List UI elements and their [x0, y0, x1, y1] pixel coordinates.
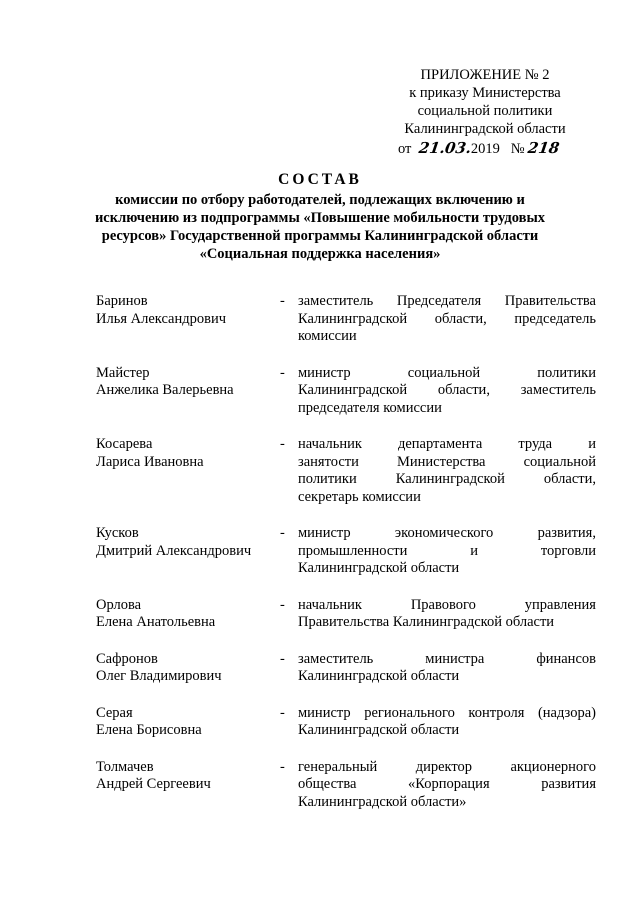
position-word: министр: [298, 364, 351, 381]
position-word: Калининградской: [395, 471, 505, 487]
member-dash: -: [280, 596, 285, 613]
position-word: министр: [298, 704, 351, 721]
position-word: комиссии: [298, 328, 357, 344]
position-word: и: [470, 542, 479, 559]
position-word: Председателя: [396, 293, 482, 309]
title-subtitle-line-1: комиссии по отбору работодателей, подлежащих включению и: [115, 192, 525, 208]
position-word: Калининградской: [298, 310, 408, 327]
position-word: заместитель: [520, 382, 596, 398]
position-word: развития,: [537, 525, 596, 541]
position-word: Правового: [410, 596, 476, 613]
member-surname: Серая: [96, 704, 133, 721]
member-position: [298, 525, 596, 578]
position-word: экономического: [394, 525, 494, 541]
position-word: промышленности: [298, 542, 408, 559]
position-line: [298, 543, 596, 561]
appendix-title: ПРИЛОЖЕНИЕ № 2: [420, 67, 550, 83]
handwritten-order-number: 218: [526, 139, 561, 157]
position-word: секретарь комиссии: [298, 488, 421, 505]
commission-member-list: [96, 293, 596, 811]
member-given-names: Дмитрий Александрович: [96, 542, 252, 559]
member-given-names: Илья Александрович: [96, 310, 227, 327]
member-dash: -: [280, 650, 285, 667]
order-year: 2019: [470, 141, 500, 157]
member-surname: Баринов: [96, 293, 148, 309]
position-word: Правительства Калининградской области: [298, 614, 555, 630]
position-word: акционерного: [510, 758, 596, 775]
document-title: [60, 170, 580, 263]
position-word: министра: [425, 650, 485, 667]
member-given-names: Лариса Ивановна: [96, 453, 204, 470]
position-word: труда: [518, 436, 553, 452]
member-surname: Косарева: [96, 436, 153, 452]
position-line: [298, 328, 596, 346]
position-word: развития: [541, 776, 596, 792]
member-position: [298, 597, 596, 632]
appendix-order-line: к приказу Министерства: [409, 85, 561, 101]
member-given-names: Елена Анатольевна: [96, 614, 216, 630]
member-surname: Майстер: [96, 364, 150, 381]
position-word: области,: [434, 310, 487, 327]
position-line: [298, 560, 596, 578]
position-line: [298, 489, 596, 507]
position-word: общества: [298, 776, 357, 792]
position-word: начальник: [298, 596, 362, 613]
member-row: [96, 436, 596, 506]
member-row: [96, 525, 596, 578]
appendix-ministry-line: социальной политики: [417, 103, 553, 119]
appendix-region-line: Калининградской области: [404, 121, 566, 137]
member-name: [96, 759, 280, 812]
title-subtitle-line-3: ресурсов» Государственной программы Калининградской области: [101, 228, 539, 244]
member-row: [96, 651, 596, 686]
member-dash: -: [280, 364, 285, 381]
position-line: [298, 614, 596, 632]
position-word: Правительства: [504, 293, 596, 309]
member-name: [96, 651, 280, 686]
position-line: [298, 400, 596, 418]
position-line: [298, 454, 596, 472]
member-name: [96, 705, 280, 740]
position-line: [298, 651, 596, 669]
position-word: департамента: [397, 436, 483, 452]
position-word: политики: [298, 471, 357, 487]
member-row: [96, 705, 596, 740]
member-name: [96, 436, 280, 506]
title-main: СОСТАВ: [278, 171, 362, 188]
member-position: [298, 365, 596, 418]
position-word: занятости: [298, 453, 359, 470]
member-dash: -: [280, 758, 285, 775]
position-word: торговли: [540, 542, 596, 559]
member-position: [298, 705, 596, 740]
position-word: Калининградской области: [298, 722, 460, 738]
member-given-names: Олег Владимирович: [96, 668, 222, 684]
member-position: [298, 651, 596, 686]
member-dash: -: [280, 293, 285, 309]
member-dash: -: [280, 436, 285, 452]
position-line: [298, 436, 596, 454]
member-given-names: Андрей Сергеевич: [96, 776, 211, 792]
member-position: [298, 436, 596, 506]
position-word: Калининградской области»: [298, 793, 467, 810]
position-word: политики: [537, 364, 596, 381]
position-word: заместитель: [298, 293, 374, 309]
position-word: социальной: [407, 364, 481, 381]
position-word: Министерства: [397, 453, 486, 470]
position-word: Калининградской области: [298, 668, 460, 684]
position-line: [298, 794, 596, 812]
title-subtitle-line-4: «Социальная поддержка населения»: [199, 246, 441, 262]
position-line: [298, 668, 596, 686]
position-word: Калининградской области: [298, 560, 460, 576]
member-surname: Сафронов: [96, 650, 158, 667]
member-position: [298, 293, 596, 346]
position-line: [298, 759, 596, 777]
position-word: финансов: [536, 650, 596, 667]
position-word: социальной: [523, 453, 596, 470]
position-word: председателя комиссии: [298, 399, 442, 416]
member-dash: -: [280, 525, 285, 541]
position-word: области,: [437, 382, 490, 398]
position-word: Калининградской: [298, 382, 408, 398]
appendix-header: [395, 66, 575, 138]
position-line: [298, 597, 596, 615]
member-name: [96, 597, 280, 632]
position-word: регионального: [364, 704, 455, 721]
position-line: [298, 311, 596, 329]
position-line: [298, 776, 596, 794]
position-word: «Корпорация: [408, 776, 490, 792]
member-given-names: Елена Борисовна: [96, 722, 202, 738]
position-line: [298, 365, 596, 383]
position-word: начальник: [298, 436, 362, 452]
member-position: [298, 759, 596, 812]
position-word: министр: [298, 525, 351, 541]
member-name: [96, 365, 280, 418]
position-word: управления: [524, 596, 596, 613]
member-row: [96, 759, 596, 812]
position-word: директор: [415, 758, 473, 775]
number-sign: №: [510, 141, 525, 157]
position-word: заместитель: [298, 650, 374, 667]
member-row: [96, 365, 596, 418]
position-line: [298, 705, 596, 723]
title-subtitle-line-2: исключению из подпрограммы «Повышение мобильности трудовых: [94, 210, 546, 226]
position-word: (надзора): [537, 704, 596, 721]
member-row: [96, 597, 596, 632]
position-word: генеральный: [298, 758, 378, 775]
member-surname: Кусков: [96, 525, 139, 541]
handwritten-date: 21.03.: [417, 139, 473, 157]
position-line: [298, 525, 596, 543]
position-word: области,: [543, 471, 596, 487]
member-surname: Толмачев: [96, 758, 154, 775]
member-name: [96, 293, 280, 346]
position-line: [298, 382, 596, 400]
position-line: [298, 722, 596, 740]
position-word: контроля: [468, 704, 525, 721]
position-word: председатель: [514, 310, 596, 327]
member-surname: Орлова: [96, 596, 142, 613]
member-name: [96, 525, 280, 578]
position-line: [298, 471, 596, 489]
position-word: и: [588, 436, 596, 452]
member-dash: -: [280, 704, 285, 721]
member-row: [96, 293, 596, 346]
date-prefix: от: [398, 141, 412, 157]
position-line: [298, 293, 596, 311]
order-date-line: [398, 138, 560, 159]
member-given-names: Анжелика Валерьевна: [96, 382, 234, 398]
